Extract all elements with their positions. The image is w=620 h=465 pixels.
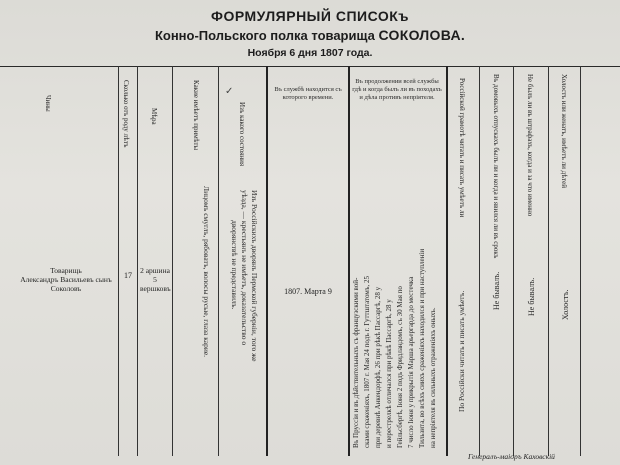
column-divider-3 bbox=[172, 66, 173, 456]
cell-campaign-line-6: 7 число Іюня у прикрытія Марша арьергарда до местечка bbox=[407, 276, 415, 448]
column-divider-9 bbox=[513, 66, 514, 456]
cell-origin-line-1: Изъ Россійскихъ дворянъ Пермской губерніи, того же bbox=[250, 190, 259, 362]
column-divider-7 bbox=[446, 66, 448, 456]
cell-campaign-line-7: Тильзита, во всѣхъ сиихъ сраженіяхъ находился и при наступленіи bbox=[418, 248, 426, 448]
cell-campaign-line-3: при деревнѣ Анкендорфѣ, 26 при рѣкѣ Пассаргѣ, 28 у bbox=[374, 286, 382, 448]
subtitle-prefix: Конно-Польского полка товарища bbox=[154, 28, 375, 43]
rank-text: Товарищь bbox=[50, 266, 82, 275]
signature: Генералъ-маіоръ Каховскій bbox=[468, 452, 555, 461]
document-header bbox=[0, 4, 620, 59]
column-divider-5 bbox=[266, 66, 268, 456]
col-head-penalty: Не былъ ли въ штрафахъ, когда и за что именно bbox=[526, 74, 534, 217]
col-head-rank: Чины bbox=[44, 95, 52, 112]
cell-service-start: 1807. Марта 9 bbox=[284, 287, 332, 296]
column-divider-8 bbox=[479, 66, 480, 456]
cell-traits: Лицомъ смуглъ, рябоватъ, волосы русые, глаза карие. bbox=[202, 186, 211, 358]
subtitle-name: СОКОЛОВА. bbox=[378, 27, 466, 43]
cell-leave: Не бывалъ. bbox=[492, 271, 501, 310]
check-mark: ✓ bbox=[225, 86, 234, 97]
cell-campaign-line-1: Въ Пруссіи и въ дѣйствительныхъ съ французскими вой- bbox=[352, 277, 360, 448]
cell-origin-line-2: уѣзда, — крестьянъ не имѣетъ, доказательство о bbox=[240, 190, 249, 346]
column-divider-10 bbox=[548, 66, 549, 456]
document-title: ФОРМУЛЯРНЫЙ СПИСОКъ bbox=[211, 8, 409, 24]
cell-origin-line-3: дворянствѣ не представилъ. bbox=[230, 220, 239, 310]
table-top-rule bbox=[0, 66, 620, 67]
col-head-marital: Холостъ или женатъ, имѣетъ ли дѣтей bbox=[560, 74, 568, 188]
cell-campaign-line-8: на непріятеля въ сильныхъ отраженіяхъ оныхъ. bbox=[429, 307, 437, 448]
name-text: Александръ Васильевъ сынъ Соколовъ bbox=[20, 275, 112, 293]
col-head-leave: Въ домовыхъ отпускахъ былъ ли и когда и явился ли въ срокъ bbox=[492, 74, 500, 259]
document-subtitle bbox=[0, 27, 620, 43]
column-divider-2 bbox=[137, 66, 138, 456]
column-divider-11 bbox=[580, 66, 581, 456]
col-head-campaigns: Въ продолжении всей службы гдѣ и когда былъ ли въ походахъ и дѣла противъ непріятеля. bbox=[352, 78, 442, 101]
cell-age: 17 bbox=[124, 271, 132, 280]
cell-rank bbox=[20, 266, 112, 293]
col-head-service: Въ службѣ находится съ которого времени. bbox=[274, 86, 342, 101]
col-head-literacy: Россійской грамотѣ читать и писать умѣетъ ли bbox=[458, 78, 466, 218]
column-divider-1 bbox=[118, 66, 119, 456]
col-head-origin: Изъ какого состояния bbox=[238, 102, 246, 167]
cell-campaign-line-2: сками сраженіяхъ, 1807 г. Мая 24 подъ г. Гуттштатомъ, 25 bbox=[363, 276, 371, 448]
col-head-height: Мѣра bbox=[150, 108, 158, 125]
document-date: Ноября 6 дня 1807 года. bbox=[247, 47, 373, 59]
cell-literacy: По Россійски читать и писать умѣетъ. bbox=[457, 290, 466, 412]
cell-marital: Холостъ. bbox=[561, 289, 570, 320]
column-divider-4 bbox=[218, 66, 219, 456]
cell-campaign-line-4: и перестрелкѣ отличался при рѣкѣ Пассаргѣ, 28 у bbox=[385, 299, 393, 448]
col-head-traits: Какие имѣетъ примѣты bbox=[192, 80, 200, 151]
column-divider-6 bbox=[348, 66, 350, 456]
cell-penalty: Не бывалъ. bbox=[527, 277, 536, 316]
col-head-age: Сколько отъ роду лѣтъ bbox=[122, 80, 130, 148]
cell-height: 2 аршина 5 вершковъ bbox=[140, 266, 171, 293]
cell-campaign-line-5: Гейльсбергѣ, Іюня 2 подъ Фридландомъ, съ 30 Мая по bbox=[396, 286, 404, 448]
